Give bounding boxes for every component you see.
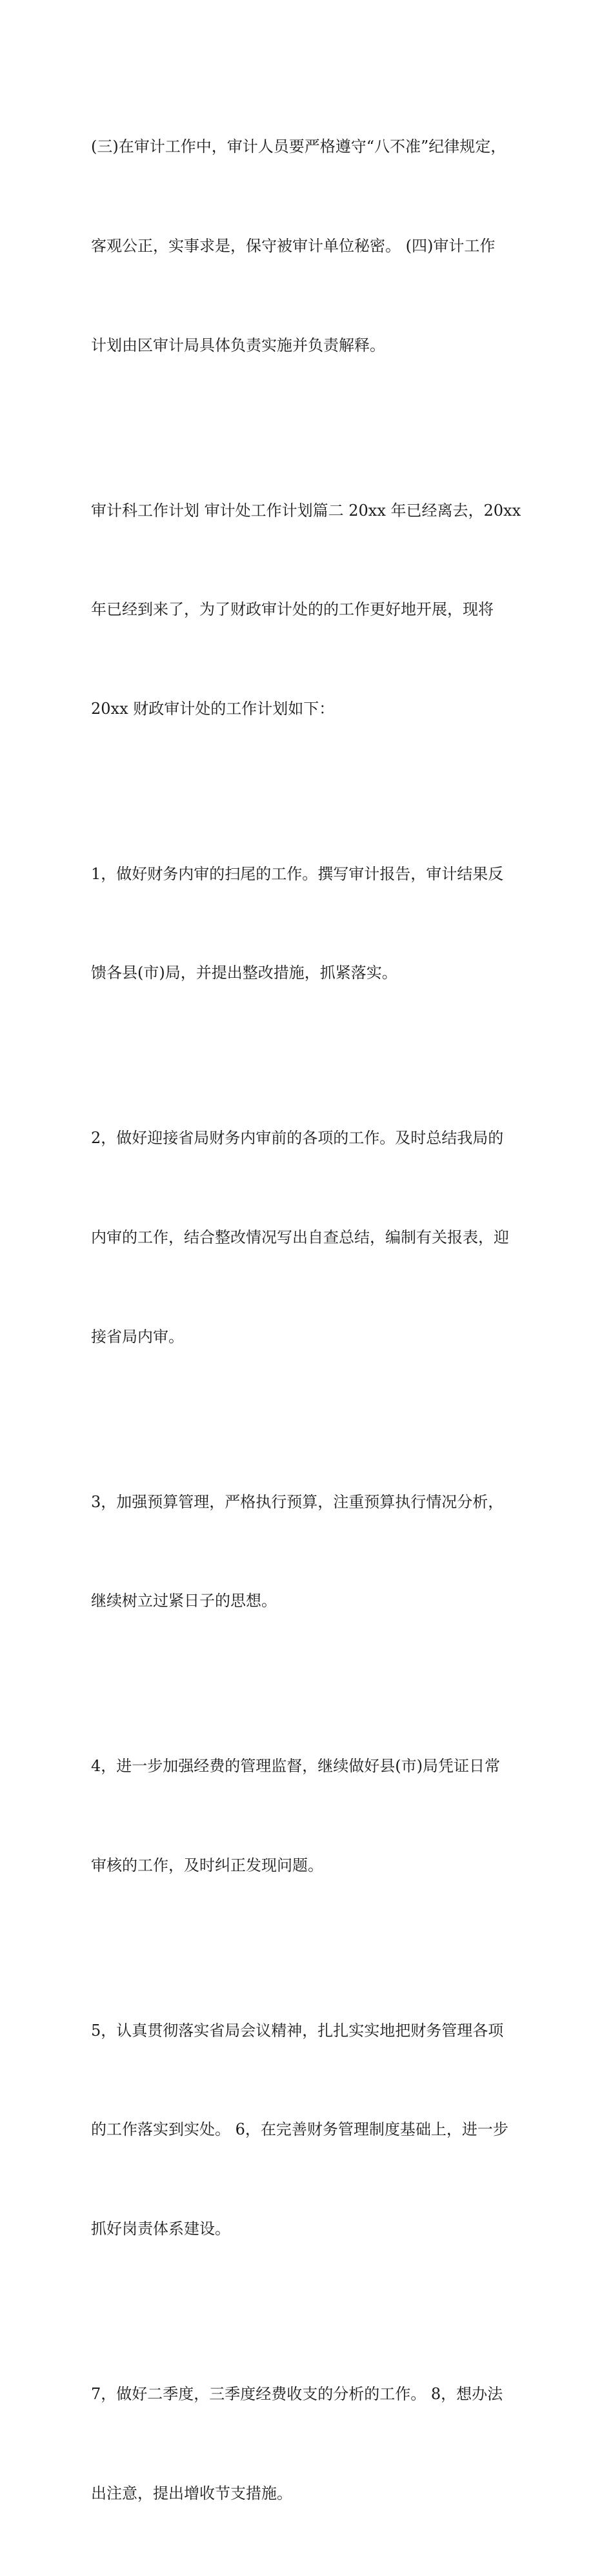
- text-line: 抓好岗责体系建设。: [91, 2219, 230, 2238]
- paragraph-item-3: [91, 1419, 530, 1684]
- paragraph-item-7-8: [91, 2312, 530, 2576]
- text-line: 2，做好迎接省局财务内审前的各项的工作。及时总结我局的: [91, 1129, 504, 1148]
- text-line: 4，进一步加强经费的管理监督，继续做好县(市)局凭证日常: [91, 1757, 500, 1776]
- paragraph-item-5-6: [91, 1948, 530, 2311]
- text-line: 内审的工作，结合整改情况写出自查总结，编制有关报表，迎: [91, 1228, 509, 1246]
- paragraph-item-1: [91, 791, 530, 1056]
- text-line: 计划由区审计局具体负责实施并负责解释。: [91, 336, 385, 354]
- text-line: 客观公正，实事求是，保守被审计单位秘密。 (四)审计工作: [91, 237, 496, 255]
- text-line: 审计科工作计划 审计处工作计划篇二 20xx 年已经离去，20xx: [91, 501, 521, 520]
- text-line: 20xx 财政审计处的工作计划如下：: [91, 699, 335, 718]
- text-line: 审核的工作，及时纠正发现问题。: [91, 1856, 323, 1874]
- text-line: 1，做好财务内审的扫尾的工作。撰写审计报告，审计结果反: [91, 864, 504, 883]
- document-body: [91, 65, 530, 2576]
- text-line: (三)在审计工作中，审计人员要严格遵守“八不准”纪律规定，: [91, 137, 507, 156]
- text-line: 的工作落实到实处。 6，在完善财务管理制度基础上，进一步: [91, 2120, 508, 2139]
- paragraph-item-2: [91, 1056, 530, 1419]
- text-line: 3，加强预算管理，严格执行预算，注重预算执行情况分析，: [91, 1492, 504, 1511]
- text-line: 5，认真贯彻落实省局会议精神，扎扎实实地把财务管理各项: [91, 2021, 504, 2040]
- paragraph-audit-discipline: [91, 65, 530, 428]
- paragraph-item-4: [91, 1684, 530, 1949]
- text-line: 出注意，提出增收节支措施。: [91, 2484, 292, 2502]
- paragraph-plan-intro: [91, 428, 530, 791]
- text-line: 接省局内审。: [91, 1327, 184, 1346]
- text-line: 继续树立过紧日子的思想。: [91, 1592, 277, 1610]
- text-line: 馈各县(市)局，并提出整改措施，抓紧落实。: [91, 964, 397, 982]
- text-line: 年已经到来了，为了财政审计处的的工作更好地开展，现将: [91, 600, 494, 619]
- text-line: 7，做好二季度，三季度经费收支的分析的工作。 8，想办法: [91, 2384, 503, 2403]
